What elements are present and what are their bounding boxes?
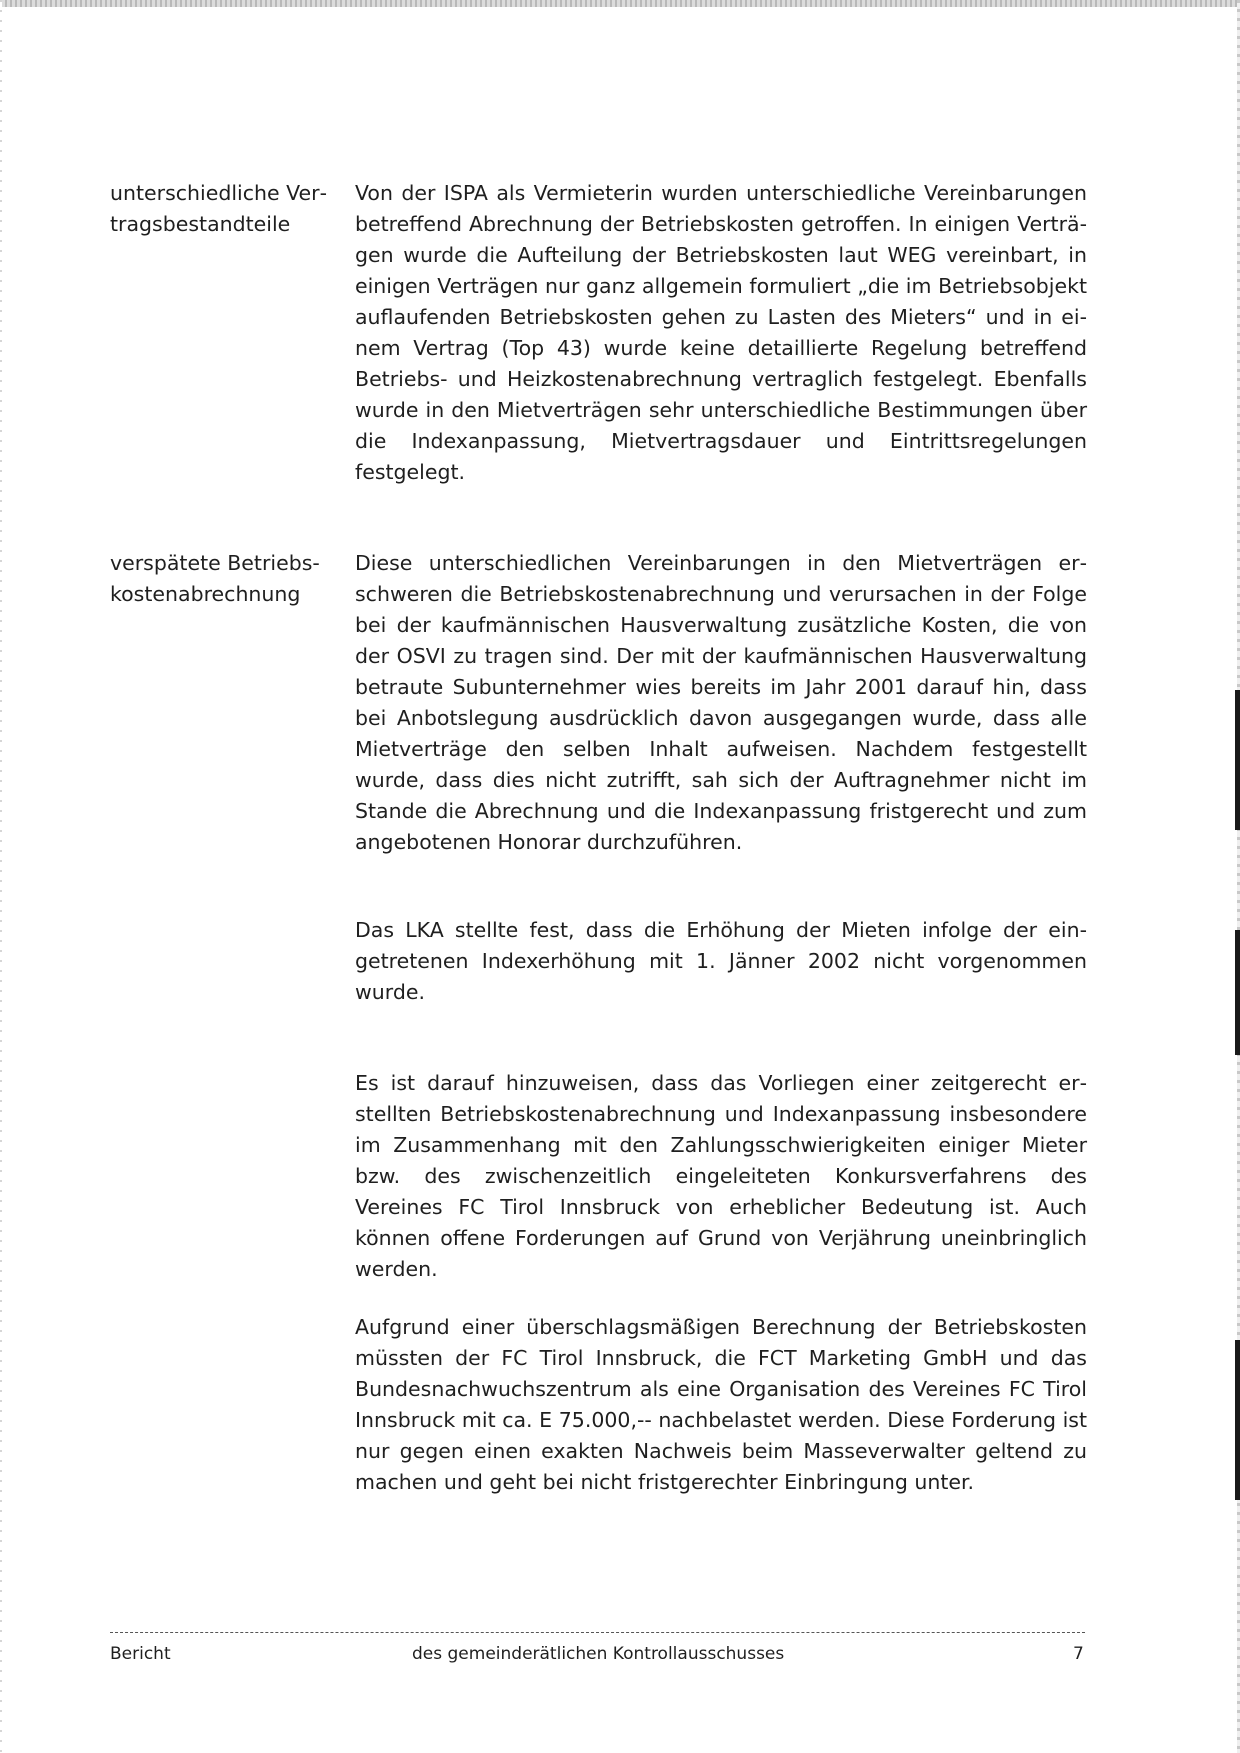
scan-edge-left: [0, 0, 2, 1753]
footer-report-label: Bericht: [110, 1644, 171, 1664]
scan-edge-top: [0, 0, 1240, 7]
page-number: 7: [1073, 1644, 1084, 1664]
scan-mark: [1235, 1340, 1240, 1500]
paragraph: Aufgrund einer überschlagsmäßigen Berechnung der Betriebskosten müssten der FC Tirol Innsbruck, die FCT Marketing GmbH und das Bundesnachwuchszentrum als eine Organisation des Vereines FC Tirol Innsbruck mit ca. E 75.000,-- nachbelastet werden. Diese Forderung ist nur gegen einen exakten Nachweis beim Masseverwalter geltend zu machen und geht bei nicht fristgerechter Einbringung unter.: [355, 1315, 1087, 1494]
scan-mark: [1235, 930, 1240, 1055]
margin-heading: unterschiedliche Vertragsbestandteile: [110, 181, 327, 236]
paragraph: Das LKA stellte fest, dass die Erhöhung der Mieten infolge der eingetretenen Indexerhöhung mit 1. Jänner 2002 nicht vorgenommen wurde.: [355, 918, 1087, 1004]
margin-heading: verspätete Betriebskostenabrechnung: [110, 551, 320, 606]
paragraph: Diese unterschiedlichen Vereinbarungen in den Mietverträgen erschweren die Betriebskostenabrechnung und verursachen in der Folge bei der kaufmännischen Hausverwaltung zusätzliche Kosten, die von der OSVI zu tragen sind. Der mit der kaufmännischen Hausverwaltung betraute Subunternehmer wies bereits im Jahr 2001 darauf hin, dass bei Anbotslegung ausdrücklich davon ausgegangen wurde, dass alle Mietverträge den selben Inhalt aufweisen. Nachdem festgestellt wurde, dass dies nicht zutrifft, sah sich der Auftragnehmer nicht im Stande die Abrechnung und die Indexanpassung fristgerecht und zum angebotenen Honorar durchzuführen.: [355, 551, 1087, 854]
footer-divider: [110, 1632, 1085, 1633]
paragraph: Es ist darauf hinzuweisen, dass das Vorliegen einer zeitgerecht erstellten Betriebskostenabrechnung und Indexanpassung insbesondere im Zusammenhang mit den Zahlungsschwierigkeiten einiger Mieter bzw. des zwischenzeitlich eingeleiteten Konkursverfahrens des Vereines FC Tirol Innsbruck von erheblicher Bedeutung ist. Auch können offene Forderungen auf Grund von Verjährung uneinbringlich werden.: [355, 1071, 1087, 1281]
scan-mark: [1235, 690, 1240, 830]
footer-committee-label: des gemeinderätlichen Kontrollausschusses: [412, 1644, 785, 1664]
paragraph: Von der ISPA als Vermieterin wurden unterschiedliche Vereinbarungen betreffend Abrechnung der Betriebskosten getroffen. In einigen Verträgen wurde die Aufteilung der Betriebskosten laut WEG vereinbart, in einigen Verträgen nur ganz allgemein formuliert „die im Betriebsobjekt auflaufenden Betriebskosten gehen zu Lasten des Mieters“ und in einem Vertrag (Top 43) wurde keine detaillierte Regelung betreffend Betriebs- und Heizkostenabrechnung vertraglich festgelegt. Ebenfalls wurde in den Mietverträgen sehr unterschiedliche Bestimmungen über die Indexanpassung, Mietvertragsdauer und Eintrittsregelungen festgelegt.: [355, 181, 1087, 484]
